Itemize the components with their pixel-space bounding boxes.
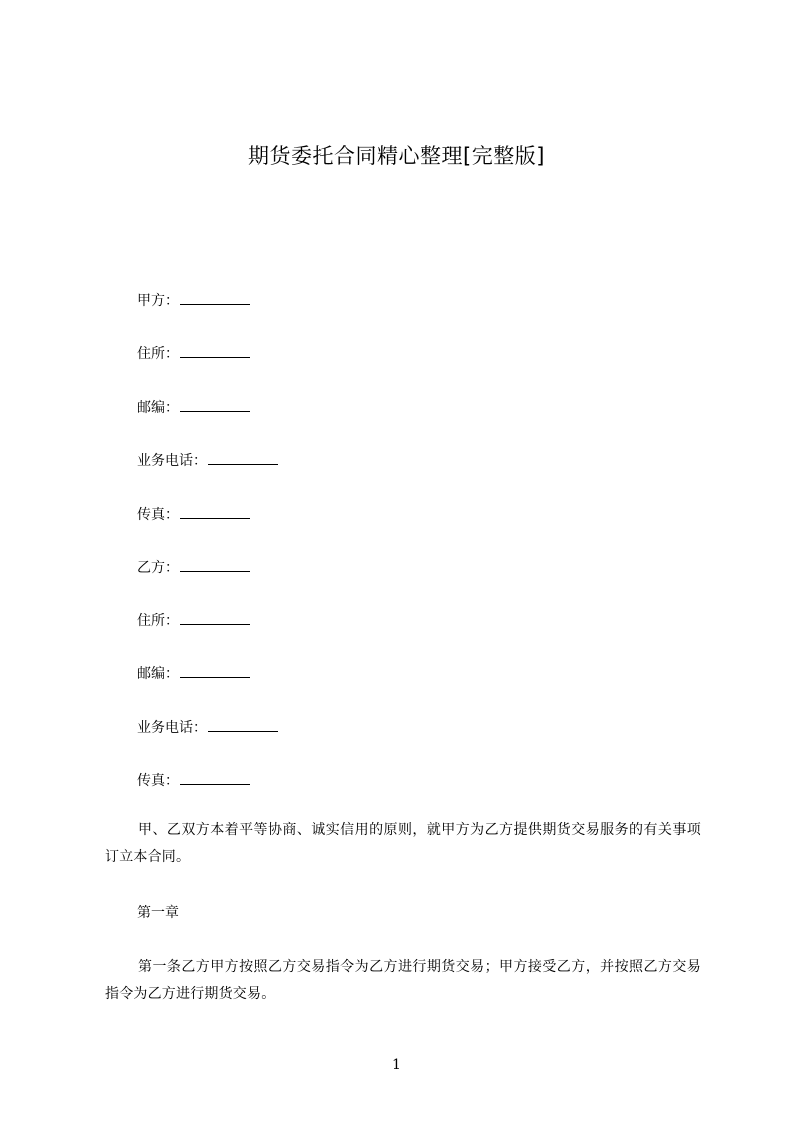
party-a-address-field [137,344,250,364]
page-title: 期货委托合同精心整理[完整版] [248,144,545,168]
party-b-fax-label: 传真： [137,773,179,789]
party-b-postcode-field [137,664,250,684]
party-b-phone-field [137,718,278,738]
party-b-address-blank[interactable] [180,611,250,625]
party-b-address-field [137,611,250,631]
party-b-name-blank[interactable] [180,558,250,572]
party-a-address-label: 住所： [137,346,179,362]
party-b-name-field [137,558,250,578]
party-a-phone-label: 业务电话： [137,453,207,469]
party-b-name-label: 乙方： [137,560,179,576]
party-a-address-blank[interactable] [180,344,250,358]
party-a-phone-blank[interactable] [208,451,278,465]
party-a-phone-field [137,451,278,471]
party-a-fax-blank[interactable] [180,505,250,519]
party-b-address-label: 住所： [137,613,179,629]
party-a-postcode-blank[interactable] [180,398,250,412]
party-a-postcode-label: 邮编： [137,400,179,416]
party-b-postcode-blank[interactable] [180,664,250,678]
party-b-phone-blank[interactable] [208,718,278,732]
party-a-postcode-field [137,398,250,418]
article-1-paragraph: 第一条乙方甲方按照乙方交易指令为乙方进行期货交易；甲方接受乙方，并按照乙方交易指令为乙方进行期货交易。 [105,959,701,1002]
party-a-fax-field [137,505,250,525]
party-b-fax-blank[interactable] [180,771,250,785]
party-a-name-field [137,291,250,311]
page-number: 1 [392,1057,401,1073]
party-b-phone-label: 业务电话： [137,720,207,736]
chapter-heading: 第一章 [137,905,179,921]
party-a-fax-label: 传真： [137,507,179,523]
party-b-postcode-label: 邮编： [137,666,179,682]
party-b-fax-field [137,771,250,791]
party-a-name-blank[interactable] [180,291,250,305]
intro-paragraph: 甲、乙双方本着平等协商、诚实信用的原则，就甲方为乙方提供期货交易服务的有关事项订立本合同。 [105,822,701,865]
party-a-name-label: 甲方： [137,293,179,309]
